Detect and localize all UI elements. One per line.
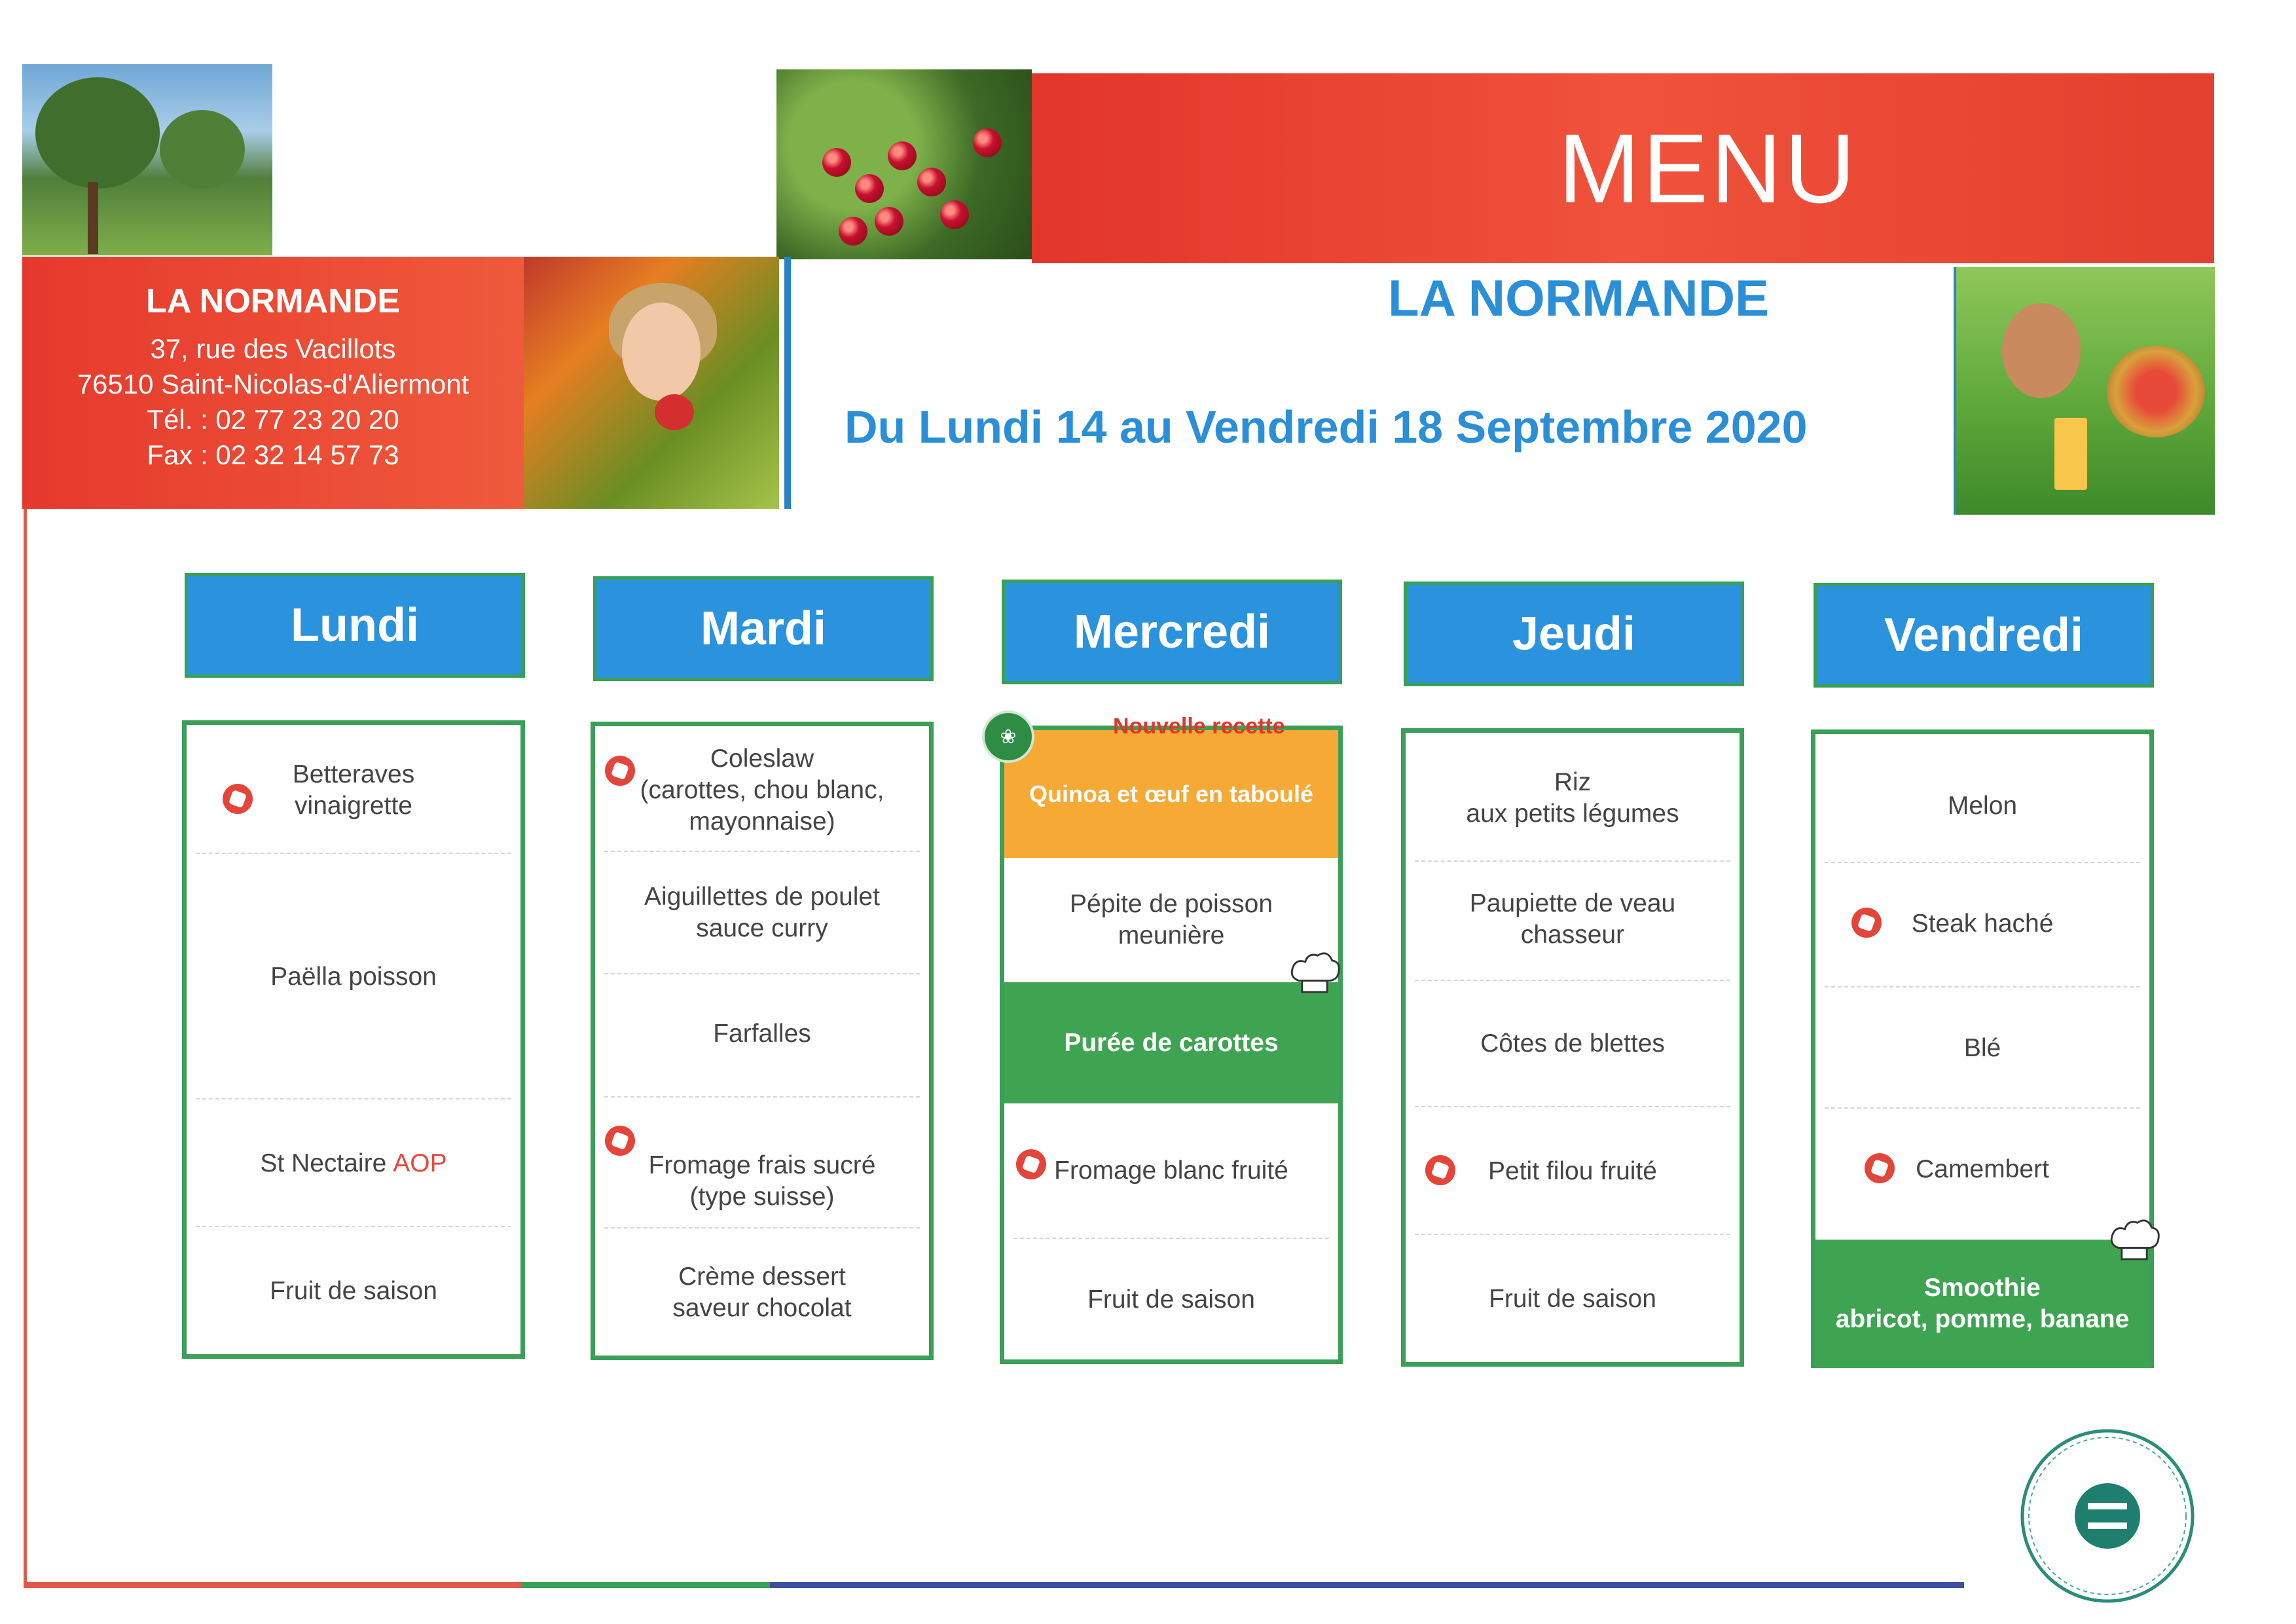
restaurant-fax: Fax : 02 32 14 57 73 xyxy=(147,439,399,470)
orchard-photo xyxy=(22,64,272,255)
frame-line-left xyxy=(24,509,27,1585)
dish-main: Paëlla poisson xyxy=(270,963,437,991)
cherries-photo xyxy=(776,69,1032,259)
restaurant-address: 37, rue des Vacillots xyxy=(150,333,396,364)
dish-cheese: Petit filou fruité xyxy=(1488,1157,1657,1185)
menu-title: MENU xyxy=(1558,113,1858,223)
day-column-jeudi xyxy=(1401,728,1744,1367)
restaurant-phone: Tél. : 02 77 23 20 20 xyxy=(147,404,399,435)
dish-dessert: Smoothie abricot, pomme, banane xyxy=(1815,1240,2149,1368)
dish-main: Pépite de poisson meunière xyxy=(1069,890,1273,950)
dish-starter: Quinoa et œuf en taboulé xyxy=(1004,730,1338,858)
aop-label: AOP xyxy=(393,1149,447,1177)
day-column-mercredi xyxy=(1000,726,1343,1364)
day-column-lundi xyxy=(182,720,525,1359)
dish-dessert: Fruit de saison xyxy=(1489,1285,1656,1313)
day-header-mardi: Mardi xyxy=(593,576,934,681)
restaurant-name: LA NORMANDE xyxy=(1388,269,1770,327)
french-origin-icon xyxy=(605,1126,635,1156)
dish-side: Purée de carottes xyxy=(1004,982,1338,1103)
dish-main: Steak haché xyxy=(1911,910,2054,938)
restaurant-city: 76510 Saint-Nicolas-d'Aliermont xyxy=(77,369,469,399)
dish-dessert: Fruit de saison xyxy=(270,1277,437,1305)
frame-line-bottom-blue xyxy=(770,1582,1964,1588)
chef-hat-icon xyxy=(2103,1210,2166,1273)
french-origin-icon xyxy=(1865,1153,1895,1183)
logo-icon xyxy=(1999,1421,2215,1611)
day-header-vendredi: Vendredi xyxy=(1813,583,2154,688)
day-header-mercredi: Mercredi xyxy=(1002,580,1342,684)
date-range: Du Lundi 14 au Vendredi 18 Septembre 2020 xyxy=(845,401,1808,452)
dish-cheese: Camembert xyxy=(1916,1155,2049,1183)
french-origin-icon xyxy=(223,784,253,814)
french-origin-icon xyxy=(1851,908,1882,938)
dish-cheese xyxy=(187,1101,520,1226)
day-header-jeudi: Jeudi xyxy=(1404,581,1744,686)
dish-cheese: Fromage frais sucré (type suisse) xyxy=(648,1151,876,1211)
dish-starter: Coleslaw (carottes, chou blanc, mayonnaise) xyxy=(640,744,884,836)
new-recipe-label: Nouvelle recette xyxy=(1113,714,1285,739)
dish-side: Blé xyxy=(1963,1034,2001,1062)
day-header-lundi: Lundi xyxy=(185,573,525,678)
vegetarian-icon: ❀ xyxy=(982,710,1034,763)
dish-dessert: Fruit de saison xyxy=(1087,1285,1255,1314)
restaurant-info-name: LA NORMANDE xyxy=(145,282,401,320)
dish-cheese-name: St Nectaire xyxy=(260,1149,387,1177)
french-origin-icon xyxy=(1016,1149,1046,1179)
frame-line-bottom-red xyxy=(24,1582,521,1588)
french-origin-icon xyxy=(605,756,635,786)
french-origin-icon xyxy=(1425,1155,1455,1185)
dish-side: Farfalles xyxy=(713,1020,811,1048)
dish-dessert: Crème dessert saveur chocolat xyxy=(672,1263,852,1322)
day-column-mardi xyxy=(591,722,934,1360)
restaurant-info xyxy=(22,257,524,509)
dish-main: Paupiette de veau chasseur xyxy=(1469,889,1676,949)
chef-hat-icon xyxy=(1283,943,1346,1006)
girl-eating-apple-photo xyxy=(524,257,779,509)
divider-left xyxy=(784,257,791,509)
dish-starter: Betteraves vinaigrette xyxy=(292,760,415,820)
dish-main: Aiguillettes de poulet sauce curry xyxy=(644,883,880,942)
dish-starter: Riz aux petits légumes xyxy=(1466,768,1679,828)
boy-with-fruit-photo xyxy=(1956,267,2215,515)
frame-line-bottom-green xyxy=(521,1582,770,1588)
dish-cheese: Fromage blanc fruité xyxy=(1054,1156,1288,1185)
menu-banner xyxy=(1032,73,2214,263)
dish-side: Côtes de blettes xyxy=(1480,1029,1665,1058)
dish-starter: Melon xyxy=(1947,792,2018,820)
